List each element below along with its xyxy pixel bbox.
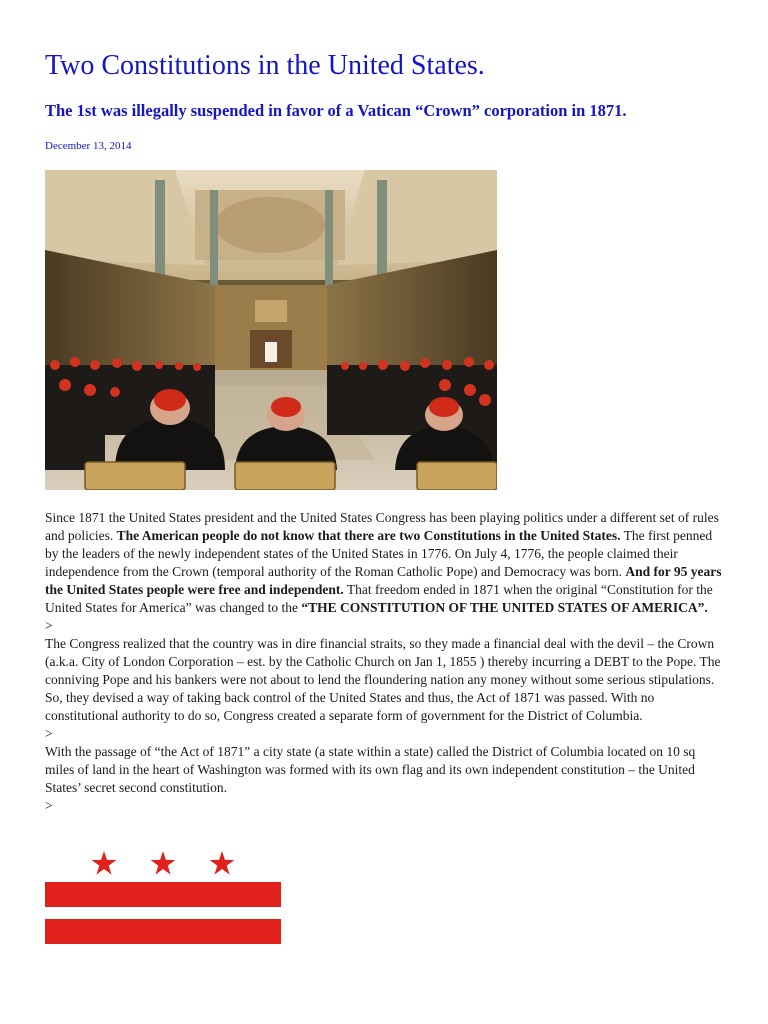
paragraph-1-text-a: Since 1871 the United States president and the United States Congress has been playing politics under a different set of rules and policies. [45,510,719,543]
separator-3: > [45,798,53,813]
flag-stripe [45,882,281,907]
separator-1: > [45,618,53,633]
district-of-columbia-flag [45,848,281,948]
paragraph-2: The Congress realized that the country was in dire financial straits, so they made a financial deal with the devil – the Crown (a.k.a. City of London Corporation – est. by the Catholic Church on Jan 1, 1855 ) thereby incurring a DEBT to the Pope. The conniving Pope and his bankers were not about to lend the floundering nation any money without some serious stipulations. So, they devised a way of taking back control of the United States and thus, the Act of 1871 was passed. With no constitutional authority to do so, Congress created a separate form of government for the District of Columbia. [45,636,721,723]
paragraph-1-text-c: The first penned by the leaders of the newly independent states of the United States in 1776. On July 4, 1776, the people claimed their independence from the Crown (temporal authority of the Roman Catholic Pope) and Democracy was born. [45,528,713,579]
papal-audience-hall-photo [45,170,497,490]
paragraph-1-text-e: That freedom ended in 1871 when the original “Constitution for the United States for America” was changed to the [45,582,713,615]
separator-2: > [45,726,53,741]
paragraph-1-emphasis-b: The American people do not know that there are two Constitutions in the United States. [116,528,621,543]
paragraph-1-emphasis-d: And for 95 years the United States people were free and independent. [45,564,722,597]
article-title: Two Constitutions in the United States. [45,50,485,81]
article-body [45,509,725,815]
flag-star-icon [210,851,235,875]
photo-illustration [45,170,497,490]
flag-star-icon [92,851,117,875]
paragraph-1 [45,509,725,617]
article-date: December 13, 2014 [45,140,132,152]
flag-star-icon [151,851,176,875]
flag-stripe [45,919,281,944]
article-subtitle: The 1st was illegally suspended in favor of a Vatican “Crown” corporation in 1871. [45,101,627,120]
paragraph-1-emphasis-f: “THE CONSTITUTION OF THE UNITED STATES OF AMERICA”. [301,600,708,615]
paragraph-3: With the passage of “the Act of 1871” a city state (a state within a state) called the District of Columbia located on 10 sq miles of land in the heart of Washington was formed with its own flag and its own independent constitution – the United States’ secret second constitution. [45,744,696,795]
flag-illustration [45,848,281,948]
